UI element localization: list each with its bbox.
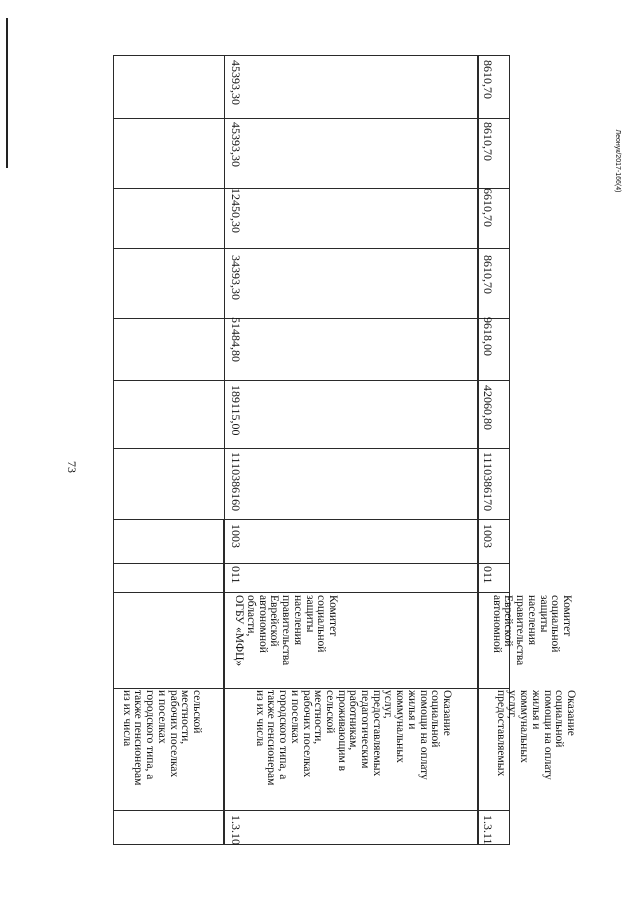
- row-value-year1: 51484,80: [229, 317, 243, 362]
- row-value-year3: 6610,70: [481, 188, 495, 227]
- row-rzpr: 1003: [229, 524, 243, 548]
- row-divider: [113, 448, 510, 449]
- table-top-border: [113, 55, 510, 56]
- row-divider: [113, 519, 510, 520]
- row-csr: 1110386160: [229, 452, 243, 512]
- row-grbs: 011: [481, 566, 495, 584]
- row-divider: [113, 318, 510, 319]
- row-csr: 1110386170: [481, 452, 495, 512]
- row-value-year5: 8610,70: [481, 60, 495, 99]
- table-bottom-border: [113, 844, 510, 845]
- row-executor: Комитет социальной защиты населения правительства Еврейской автономной: [490, 595, 573, 666]
- row-name: Оказание социальной помощи на оплату жилья и коммунальных услуг, предоставляемых педагогическим работникам, проживающим в сельской местности, рабочих поселках и поселках городского типа, а также пенсионерам из их числа: [253, 690, 453, 786]
- row-value-year2: 34393,30: [229, 255, 243, 300]
- row-value-year4: 45393,30: [229, 122, 243, 167]
- row-divider: [113, 188, 510, 189]
- footer-document-code: Леонук/2017-166(4): [614, 129, 621, 193]
- row-divider: [113, 118, 510, 119]
- row-divider: [113, 592, 510, 593]
- page-number: 73: [65, 461, 79, 473]
- row-value-year1: 9618,00: [481, 317, 495, 356]
- row-value-year4: 8610,70: [481, 122, 495, 161]
- row-name: Оказание социальной помощи на оплату жилья и коммунальных услуг, предоставляемых: [494, 690, 577, 780]
- carryover-text: сельской местности, рабочих поселках и поселках городского типа, а также пенсионерам из их числа: [120, 690, 203, 786]
- row-executor: Комитет социальной защиты населения правительства Еврейской автономной области, ОГБУ «МФЦ»: [233, 595, 339, 667]
- row-value-year5: 45393,30: [229, 60, 243, 105]
- row-grbs: 011: [229, 566, 243, 584]
- row-strip-divider: [224, 55, 225, 845]
- row-value-total: 42060,80: [481, 385, 495, 430]
- scan-edge-line: [6, 18, 8, 168]
- row-value-year2: 8610,70: [481, 255, 495, 294]
- row-divider: [113, 563, 510, 564]
- row-rzpr: 1003: [481, 524, 495, 548]
- row-divider: [113, 380, 510, 381]
- row-code: 1.3.10: [229, 815, 243, 845]
- row-value-year3: 12450,30: [229, 188, 243, 233]
- row-code: 1.3.11: [481, 815, 495, 845]
- row-value-total: 189115,00: [229, 385, 243, 436]
- row-strip-divider: [478, 55, 479, 845]
- row-divider: [113, 248, 510, 249]
